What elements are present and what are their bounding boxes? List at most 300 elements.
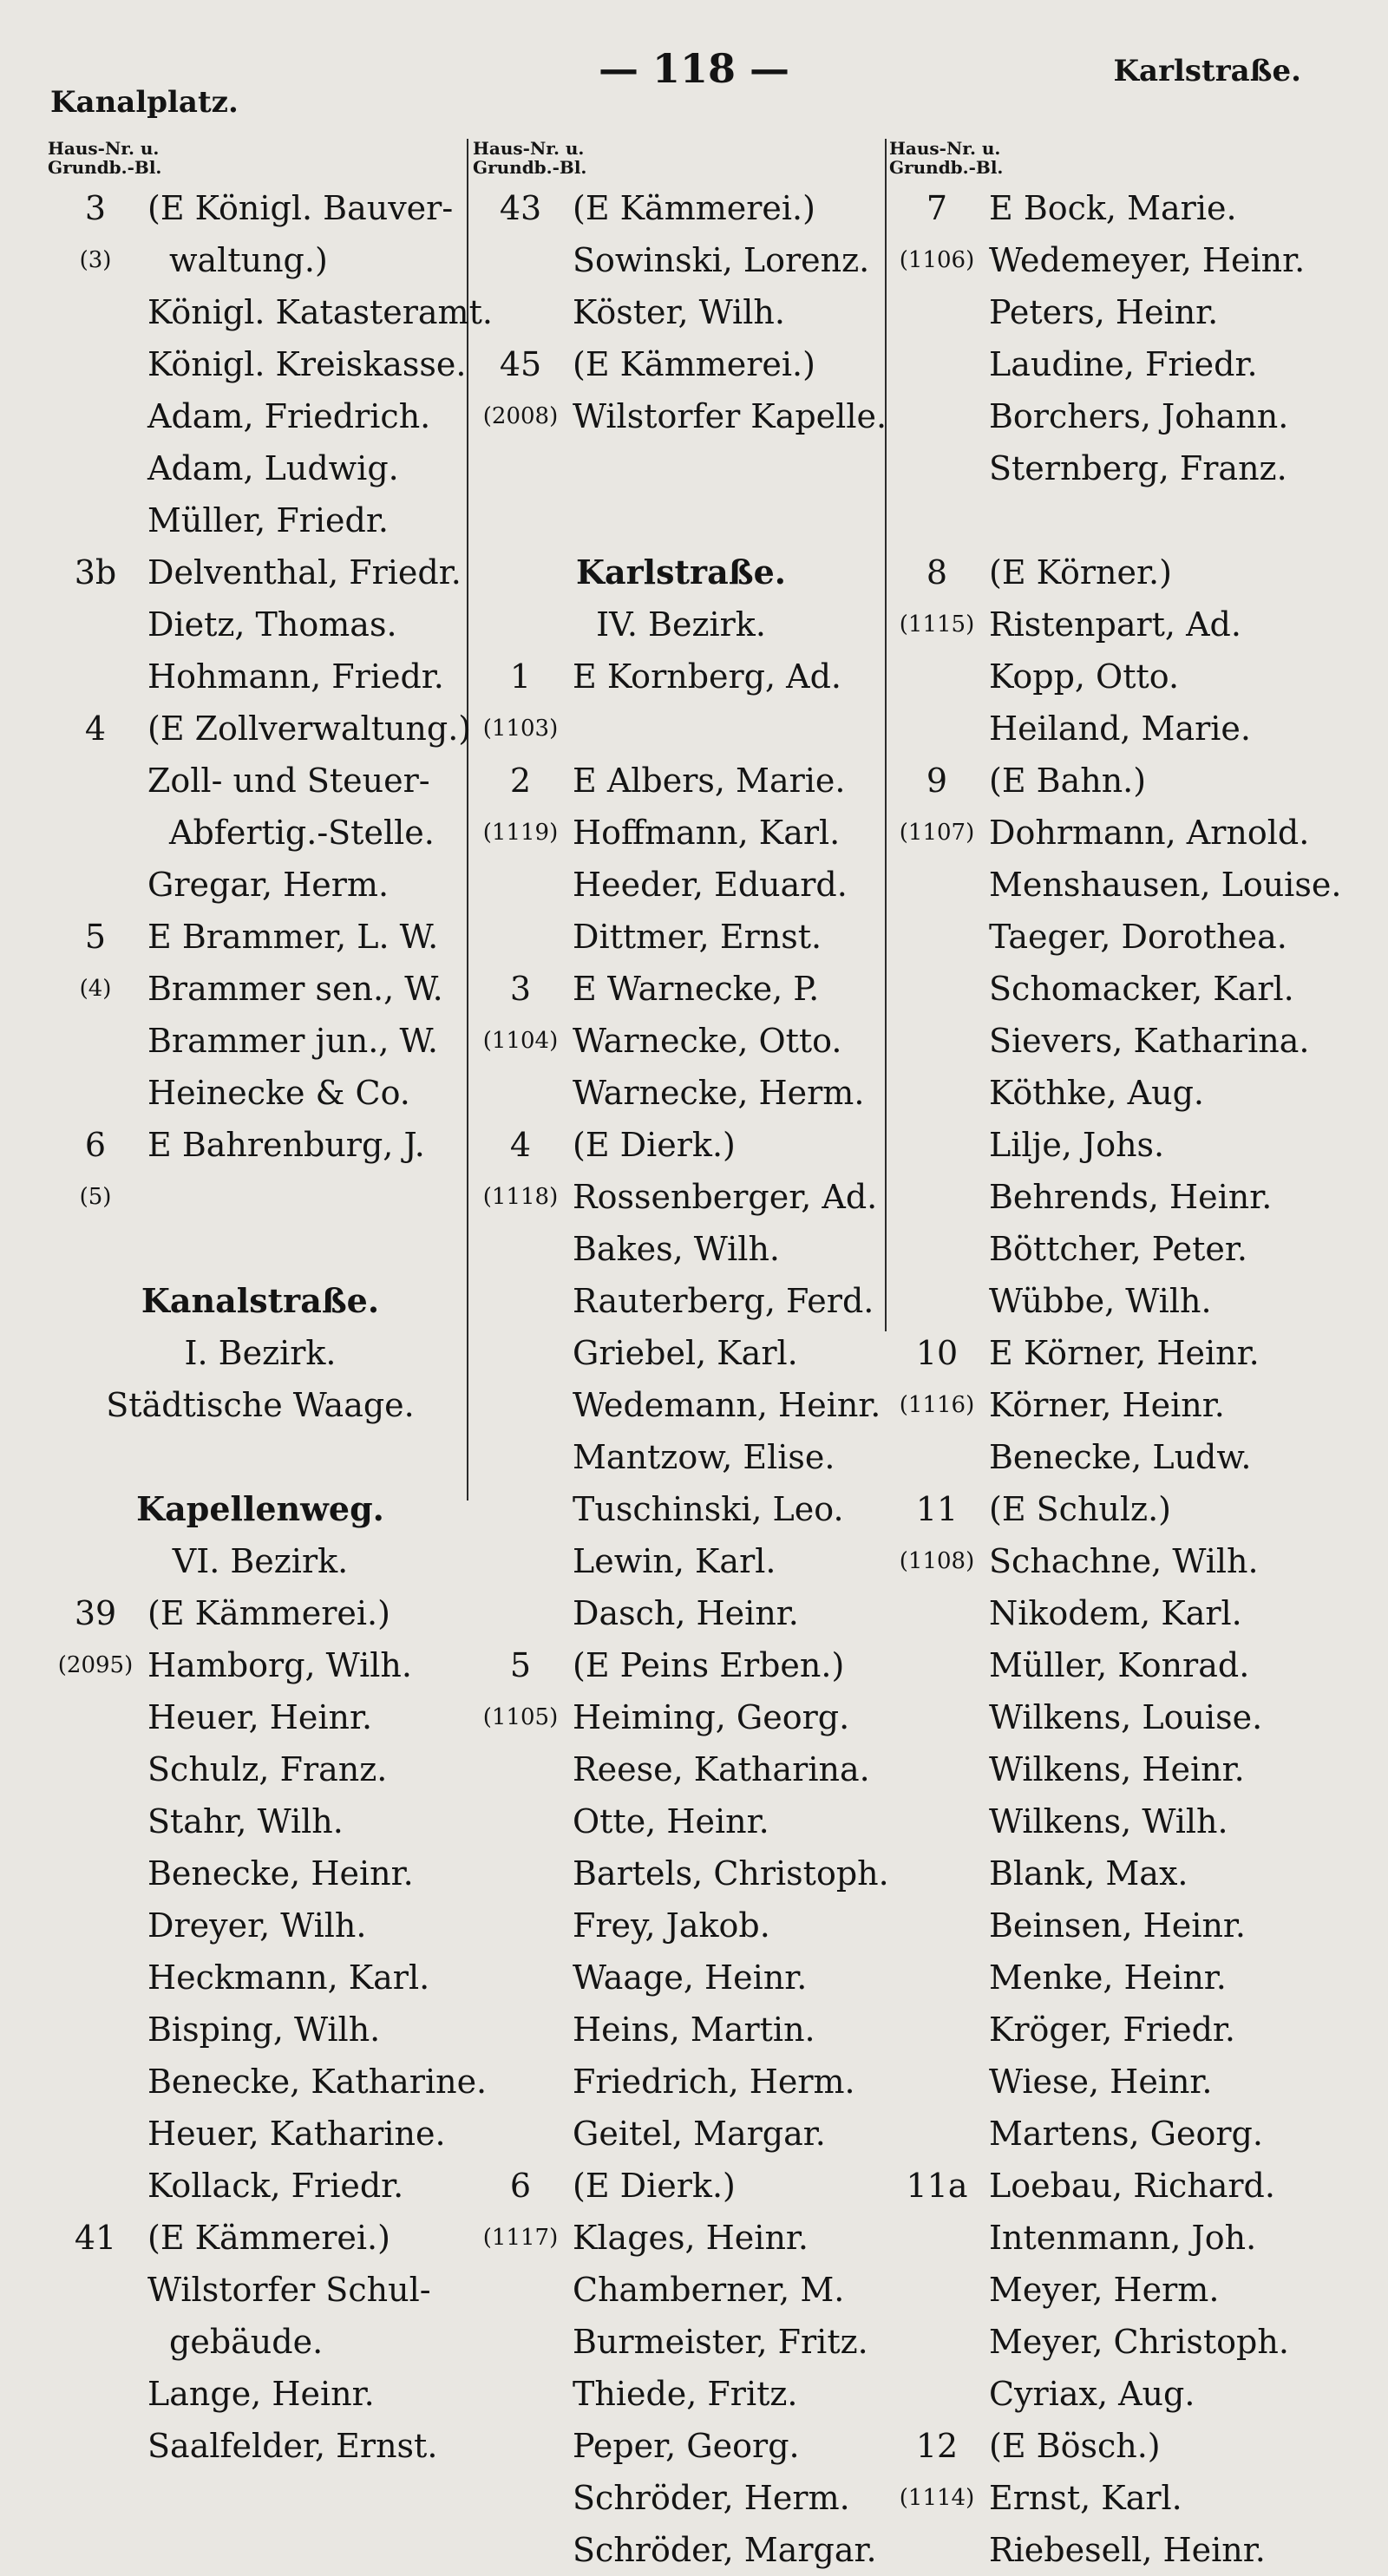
- directory-entry: [473, 807, 889, 859]
- house-number: 39: [74, 1594, 117, 1632]
- directory-entry: [48, 1795, 473, 1847]
- land-register-number: (1108): [899, 1548, 975, 1574]
- entry-text: Brammer jun., W.: [147, 1022, 439, 1060]
- district-line: I. Bezirk.: [184, 1334, 337, 1372]
- entry-text: Heinecke & Co.: [147, 1074, 410, 1112]
- column-heading-line: Grundb.-Bl.: [473, 157, 587, 178]
- directory-entry: [48, 703, 473, 755]
- entry-text: Adam, Friedrich.: [147, 397, 431, 435]
- directory-entry: [889, 2056, 1358, 2108]
- directory-entry: [473, 755, 889, 807]
- directory-entry: [473, 1067, 889, 1119]
- directory-entry: [889, 2264, 1358, 2316]
- directory-entry: [889, 1691, 1358, 1743]
- directory-entry: [889, 1795, 1358, 1847]
- directory-entry: [889, 2316, 1358, 2368]
- land-register-number: (4): [79, 976, 112, 1002]
- column-heading-line: Haus-Nr. u.: [889, 138, 1001, 159]
- entry-text: Wedemann, Heinr.: [573, 1386, 881, 1424]
- entry-text: Rauterberg, Ferd.: [573, 1282, 874, 1320]
- entry-text: Bisping, Wilh.: [147, 2010, 381, 2049]
- entry-text: Friedrich, Herm.: [573, 2063, 855, 2101]
- entry-text: Ernst, Karl.: [989, 2479, 1182, 2517]
- directory-entry: [889, 1847, 1358, 1899]
- entry-text: Wedemeyer, Heinr.: [989, 241, 1306, 279]
- entry-text: Blank, Max.: [989, 1854, 1188, 1893]
- entry-text: Hamborg, Wilh.: [147, 1646, 412, 1684]
- directory-entry: [889, 1431, 1358, 1483]
- entry-text: (E Bösch.): [989, 2427, 1161, 2465]
- entry-text: Sowinski, Lorenz.: [573, 241, 870, 279]
- entry-text: Waage, Heinr.: [573, 1958, 808, 1997]
- entry-text: Hoffmann, Karl.: [573, 814, 841, 852]
- land-register-number: (5): [79, 1184, 112, 1210]
- entry-text: Sievers, Katharina.: [989, 1022, 1310, 1060]
- house-number: 1: [509, 657, 532, 696]
- land-register-number: (2095): [57, 1652, 134, 1678]
- entry-text: E Warnecke, P.: [573, 970, 820, 1008]
- land-register-number: (1114): [899, 2485, 975, 2511]
- entry-text: Kröger, Friedr.: [989, 2010, 1235, 2049]
- directory-entry: [48, 2160, 473, 2212]
- directory-entry: [889, 1952, 1358, 2004]
- directory-entry: [889, 286, 1358, 338]
- directory-entry: [889, 1483, 1358, 1535]
- directory-entry: [473, 1952, 889, 2004]
- directory-entry: [48, 1639, 473, 1691]
- entry-text: Bakes, Wilh.: [573, 1230, 781, 1268]
- entry-text: Kollack, Friedr.: [147, 2167, 404, 2205]
- directory-entry: [48, 546, 473, 598]
- land-register-number: (1115): [899, 611, 975, 637]
- directory-entry: [48, 286, 493, 338]
- spacer: [48, 1223, 473, 1275]
- directory-entry: [889, 859, 1358, 911]
- house-number: 6: [509, 2167, 532, 2205]
- column-heading-line: Haus-Nr. u.: [48, 138, 160, 159]
- directory-entry: [889, 234, 1358, 286]
- entry-text: Gregar, Herm.: [147, 866, 390, 904]
- entry-text: Ristenpart, Ad.: [989, 605, 1241, 644]
- entry-text: Wübbe, Wilh.: [989, 1282, 1212, 1320]
- directory-entry: [473, 1015, 889, 1067]
- entry-text: Nikodem, Karl.: [989, 1594, 1242, 1632]
- running-head-left: Kanalplatz.: [50, 85, 239, 120]
- entry-text: Wilkens, Wilh.: [989, 1802, 1228, 1840]
- entry-text: Warnecke, Herm.: [573, 1074, 865, 1112]
- house-number: 11: [915, 1490, 959, 1528]
- directory-entry: [889, 546, 1358, 598]
- directory-entry: [889, 1379, 1358, 1431]
- spacer: [48, 1431, 473, 1483]
- entry-text: E Albers, Marie.: [573, 762, 846, 800]
- directory-entry: [473, 1743, 889, 1795]
- house-number: 4: [509, 1126, 532, 1164]
- directory-entry: [889, 1535, 1358, 1587]
- directory-entry: [889, 911, 1358, 963]
- entry-text: Thiede, Fritz.: [573, 2375, 798, 2413]
- house-number: 45: [499, 345, 542, 383]
- land-register-number: (1118): [482, 1184, 559, 1210]
- house-number: 11a: [906, 2167, 968, 2205]
- entry-text: Wilstorfer Kapelle.: [573, 397, 887, 435]
- entry-text: Delventhal, Friedr.: [147, 553, 462, 592]
- entry-text: Benecke, Katharine.: [147, 2063, 488, 2101]
- entry-text: Müller, Friedr.: [147, 501, 389, 539]
- spacer: [889, 494, 1358, 546]
- column-heading: [48, 139, 473, 177]
- entry-text: Heiming, Georg.: [573, 1698, 850, 1736]
- entry-text: Meyer, Christoph.: [989, 2323, 1289, 2361]
- directory-entry: [48, 234, 473, 286]
- entry-text: Böttcher, Peter.: [989, 1230, 1247, 1268]
- directory-entry: [889, 755, 1358, 807]
- entry-text: Kopp, Otto.: [989, 657, 1180, 696]
- directory-entry: [473, 234, 889, 286]
- house-number: 3b: [74, 553, 117, 592]
- entry-text: Wilstorfer Schul-: [147, 2271, 431, 2309]
- entry-text: Riebesell, Heinr.: [989, 2531, 1266, 2569]
- directory-entry: [473, 1223, 889, 1275]
- entry-text: Schröder, Margar.: [573, 2531, 877, 2569]
- directory-entry: [473, 286, 889, 338]
- directory-entry: [48, 390, 473, 442]
- directory-entry: [48, 2368, 473, 2420]
- directory-entry: [48, 2420, 473, 2472]
- entry-text: gebäude.: [169, 2323, 324, 2361]
- directory-entry: [473, 1535, 889, 1587]
- street-heading: Kanalstraße.: [141, 1281, 380, 1320]
- directory-entry: [889, 2472, 1358, 2524]
- directory-entry: [473, 1171, 889, 1223]
- entry-text: Heckmann, Karl.: [147, 1958, 430, 1997]
- entry-text: Geitel, Margar.: [573, 2115, 826, 2153]
- entry-text: E Kornberg, Ad.: [573, 657, 842, 696]
- column-heading-line: Grundb.-Bl.: [48, 157, 162, 178]
- directory-entry: [889, 1743, 1358, 1795]
- directory-entry: [48, 2056, 488, 2108]
- entry-text: Dohrmann, Arnold.: [989, 814, 1310, 852]
- entry-text: Bartels, Christoph.: [573, 1854, 889, 1893]
- entry-text: Abfertig.-Stelle.: [169, 814, 435, 852]
- directory-entry: [48, 755, 473, 807]
- entry-text: Heeder, Eduard.: [573, 866, 848, 904]
- directory-entry: [889, 1899, 1358, 1952]
- entry-text: Burmeister, Fritz.: [573, 2323, 868, 2361]
- land-register-number: (1107): [899, 820, 975, 846]
- column-heading: [889, 139, 1358, 177]
- directory-entry: [889, 2524, 1358, 2576]
- directory-entry: [473, 859, 889, 911]
- entry-text: E Körner, Heinr.: [989, 1334, 1260, 1372]
- page-number: — 118 —: [598, 45, 790, 92]
- column-2: [473, 139, 889, 2576]
- directory-entry: [889, 1015, 1358, 1067]
- directory-entry: [48, 1743, 473, 1795]
- entry-text: Schulz, Franz.: [147, 1750, 388, 1788]
- column-heading-line: Grundb.-Bl.: [889, 157, 1004, 178]
- directory-entry: [48, 1015, 473, 1067]
- entry-text: (E Königl. Bauver-: [147, 189, 454, 227]
- directory-entry: [48, 1899, 473, 1952]
- entry-text: (E Dierk.): [573, 1126, 736, 1164]
- entry-text: Heins, Martin.: [573, 2010, 815, 2049]
- entry-text: (E Dierk.): [573, 2167, 736, 2205]
- directory-entry: [889, 1587, 1358, 1639]
- directory-entry: [889, 807, 1358, 859]
- entry-text: Mantzow, Elise.: [573, 1438, 835, 1476]
- directory-entry: [473, 2420, 889, 2472]
- entry-text: Behrends, Heinr.: [989, 1178, 1273, 1216]
- entry-text: Loebau, Richard.: [989, 2167, 1275, 2205]
- house-number: 3: [509, 970, 532, 1008]
- street-heading: Kapellenweg.: [136, 1489, 384, 1528]
- entry-text: E Brammer, L. W.: [147, 918, 439, 956]
- directory-entry: [473, 1275, 889, 1327]
- entry-text: Heiland, Marie.: [989, 709, 1251, 748]
- entry-text: E Bock, Marie.: [989, 189, 1237, 227]
- entry-text: (E Körner.): [989, 553, 1172, 592]
- street-heading: Karlstraße.: [576, 552, 786, 592]
- directory-entry: [889, 1171, 1358, 1223]
- directory-entry: [473, 2004, 889, 2056]
- entry-text: Tuschinski, Leo.: [573, 1490, 844, 1528]
- house-number: 41: [74, 2219, 117, 2257]
- land-register-number: (1116): [899, 1392, 975, 1418]
- entry-text: Brammer sen., W.: [147, 970, 443, 1008]
- directory-entry: [889, 182, 1358, 234]
- entry-text: Beinsen, Heinr.: [989, 1906, 1246, 1945]
- directory-entry: [473, 1379, 889, 1431]
- entry-text: Chamberner, M.: [573, 2271, 845, 2309]
- directory-entry: [889, 2368, 1358, 2420]
- entry-text: Martens, Georg.: [989, 2115, 1263, 2153]
- entry-text: Intenmann, Joh.: [989, 2219, 1257, 2257]
- directory-entry: [889, 442, 1358, 494]
- entry-text: Köster, Wilh.: [573, 293, 785, 331]
- entry-text: Borchers, Johann.: [989, 397, 1289, 435]
- directory-entry: [889, 598, 1358, 651]
- column-1: [48, 138, 493, 2472]
- entry-text: Frey, Jakob.: [573, 1906, 770, 1945]
- directory-entry: [473, 963, 889, 1015]
- spacer: [473, 494, 889, 546]
- house-number: 8: [926, 553, 948, 592]
- entry-text: (E Kämmerei.): [147, 2219, 390, 2257]
- district-line: IV. Bezirk.: [596, 605, 766, 644]
- directory-entry: [889, 1639, 1358, 1691]
- entry-text: Wilkens, Heinr.: [989, 1750, 1245, 1788]
- directory-entry: [48, 651, 473, 703]
- entry-text: Peters, Heinr.: [989, 293, 1219, 331]
- entry-text: Griebel, Karl.: [573, 1334, 798, 1372]
- entry-text: Taeger, Dorothea.: [989, 918, 1287, 956]
- directory-entry: [889, 1067, 1358, 1119]
- entry-text: Saalfelder, Ernst.: [147, 2427, 438, 2465]
- house-number: 12: [915, 2427, 959, 2465]
- directory-entry: [473, 1587, 889, 1639]
- land-register-number: (1103): [482, 716, 559, 742]
- entry-text: Dasch, Heinr.: [573, 1594, 799, 1632]
- directory-entry: [473, 1327, 889, 1379]
- entry-text: Zoll- und Steuer-: [147, 762, 430, 800]
- directory-entry: [473, 703, 889, 755]
- directory-entry: [473, 911, 889, 963]
- entry-text: Stahr, Wilh.: [147, 1802, 344, 1840]
- house-number: 9: [926, 762, 948, 800]
- directory-entry: [48, 1067, 473, 1119]
- directory-entry: [48, 1847, 473, 1899]
- entry-text: (E Peins Erben.): [573, 1646, 845, 1684]
- directory-entry: [889, 338, 1358, 390]
- entry-list: [473, 182, 889, 2576]
- entry-text: (E Kämmerei.): [147, 1594, 390, 1632]
- directory-entry: [473, 1431, 889, 1483]
- directory-entry: [48, 2108, 473, 2160]
- land-register-number: (1104): [482, 1028, 559, 1054]
- directory-entry: [473, 1119, 889, 1171]
- entry-text: (E Zollverwaltung.): [147, 709, 472, 748]
- directory-entry: [48, 182, 473, 234]
- entry-text: (E Schulz.): [989, 1490, 1171, 1528]
- column-3: [889, 139, 1358, 2576]
- entry-text: Körner, Heinr.: [989, 1386, 1225, 1424]
- land-register-number: (1105): [482, 1704, 559, 1730]
- directory-entry: [48, 807, 473, 859]
- directory-entry: [48, 2212, 473, 2264]
- entry-text: (E Bahn.): [989, 762, 1147, 800]
- directory-entry: [473, 1795, 889, 1847]
- district-line: VI. Bezirk.: [172, 1542, 349, 1580]
- house-number: 5: [84, 918, 107, 956]
- entry-text: Dreyer, Wilh.: [147, 1906, 367, 1945]
- entry-text: Cyriax, Aug.: [989, 2375, 1195, 2413]
- entry-text: Klages, Heinr.: [573, 2219, 809, 2257]
- directory-entry: [473, 2472, 889, 2524]
- directory-entry: [473, 1483, 889, 1535]
- house-number: 3: [84, 189, 107, 227]
- directory-entry: [473, 1691, 889, 1743]
- entry-text: Lewin, Karl.: [573, 1542, 776, 1580]
- directory-entry: [473, 2212, 889, 2264]
- entry-text: Schomacker, Karl.: [989, 970, 1294, 1008]
- entry-text: Königl. Kreiskasse.: [147, 345, 467, 383]
- directory-entry: [889, 703, 1358, 755]
- directory-entry: [473, 2524, 889, 2576]
- directory-entry: [48, 1587, 473, 1639]
- entry-text: (E Kämmerei.): [573, 345, 815, 383]
- entry-text: Peper, Georg.: [573, 2427, 800, 2465]
- entry-text: Wiese, Heinr.: [989, 2063, 1213, 2101]
- entry-text: Benecke, Ludw.: [989, 1438, 1252, 1476]
- directory-entry: [48, 1171, 473, 1223]
- entry-text: Menshausen, Louise.: [989, 866, 1342, 904]
- entry-text: Meyer, Herm.: [989, 2271, 1220, 2309]
- directory-entry: [889, 1327, 1358, 1379]
- land-register-number: (1117): [482, 2225, 559, 2251]
- directory-entry: [48, 1691, 473, 1743]
- land-register-number: (1119): [482, 820, 559, 846]
- entry-text: Heuer, Katharine.: [147, 2115, 446, 2153]
- directory-entry: [48, 598, 473, 651]
- house-number: 10: [915, 1334, 959, 1372]
- entry-text: Benecke, Heinr.: [147, 1854, 414, 1893]
- house-number: 5: [509, 1646, 532, 1684]
- district-line: Städtische Waage.: [106, 1386, 415, 1424]
- house-number: 6: [84, 1126, 107, 1164]
- house-number: 2: [509, 762, 532, 800]
- land-register-number: (3): [79, 247, 112, 273]
- entry-list: [48, 182, 493, 2472]
- directory-entry: [48, 2316, 473, 2368]
- column-heading-line: Haus-Nr. u.: [473, 138, 585, 159]
- entry-text: Rossenberger, Ad.: [573, 1178, 878, 1216]
- directory-entry: [473, 390, 889, 442]
- entry-text: Dietz, Thomas.: [147, 605, 397, 644]
- spacer: [473, 442, 889, 494]
- entry-text: Müller, Konrad.: [989, 1646, 1250, 1684]
- entry-text: Lilje, Johs.: [989, 1126, 1165, 1164]
- directory-entry: [473, 2264, 889, 2316]
- entry-text: Warnecke, Otto.: [573, 1022, 842, 1060]
- directory-entry: [889, 963, 1358, 1015]
- directory-entry: [889, 2108, 1358, 2160]
- directory-entry: [473, 2160, 889, 2212]
- directory-entry: [48, 2264, 473, 2316]
- entry-text: Hohmann, Friedr.: [147, 657, 444, 696]
- entry-text: E Bahrenburg, J.: [147, 1126, 425, 1164]
- entry-list: [889, 182, 1358, 2576]
- entry-text: waltung.): [169, 241, 328, 279]
- directory-entry: [48, 442, 473, 494]
- directory-entry: [889, 2160, 1358, 2212]
- directory-entry: [889, 390, 1358, 442]
- entry-text: (E Kämmerei.): [573, 189, 815, 227]
- entry-text: Lange, Heinr.: [147, 2375, 375, 2413]
- entry-text: Heuer, Heinr.: [147, 1698, 373, 1736]
- directory-entry: [473, 1639, 889, 1691]
- entry-text: Laudine, Friedr.: [989, 345, 1258, 383]
- directory-entry: [48, 338, 473, 390]
- entry-text: Schröder, Herm.: [573, 2479, 850, 2517]
- land-register-number: (1106): [899, 247, 975, 273]
- running-head-right: Karlstraße.: [1113, 54, 1301, 88]
- directory-entry: [889, 1119, 1358, 1171]
- entry-text: Schachne, Wilh.: [989, 1542, 1259, 1580]
- entry-text: Otte, Heinr.: [573, 1802, 769, 1840]
- entry-text: Adam, Ludwig.: [147, 449, 399, 487]
- directory-entry: [473, 2316, 889, 2368]
- directory-entry: [48, 494, 473, 546]
- entry-text: Reese, Katharina.: [573, 1750, 870, 1788]
- entry-text: Wilkens, Louise.: [989, 1698, 1263, 1736]
- house-number: 7: [926, 189, 948, 227]
- directory-entry: [473, 1899, 889, 1952]
- directory-entry: [889, 1223, 1358, 1275]
- entry-text: Königl. Katasteramt.: [147, 293, 493, 331]
- entry-text: Dittmer, Ernst.: [573, 918, 822, 956]
- column-heading: [473, 139, 889, 177]
- directory-entry: [889, 2212, 1358, 2264]
- directory-entry: [473, 651, 889, 703]
- directory-entry: [889, 1275, 1358, 1327]
- directory-entry: [473, 2056, 889, 2108]
- directory-entry: [473, 1847, 889, 1899]
- directory-entry: [889, 2004, 1358, 2056]
- house-number: 4: [84, 709, 107, 748]
- entry-text: Köthke, Aug.: [989, 1074, 1204, 1112]
- directory-entry: [473, 2368, 889, 2420]
